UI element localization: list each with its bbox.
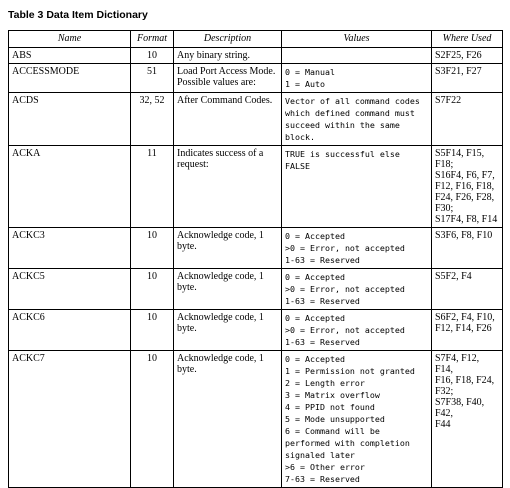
cell-format: 10: [131, 269, 174, 310]
value-line: 0 = Accepted: [285, 313, 345, 323]
value-line: 1-63 = Reserved: [285, 337, 360, 347]
where-used-line: S7F38, F40, F42,: [435, 397, 485, 419]
cell-format: 10: [131, 351, 174, 488]
cell-where-used: [432, 93, 503, 146]
table-row: [9, 351, 503, 488]
cell-description: Acknowledge code, 1 byte.: [174, 269, 282, 310]
header-name: Name: [9, 31, 131, 48]
cell-where-used: [432, 269, 503, 310]
value-line: 1-63 = Reserved: [285, 255, 360, 265]
cell-values: [282, 93, 432, 146]
cell-description: Acknowledge code, 1 byte.: [174, 228, 282, 269]
cell-name: ABS: [9, 48, 131, 64]
value-line: TRUE is successful else FALSE: [285, 149, 400, 171]
where-used-line: F30;: [435, 203, 454, 214]
value-line: 4 = PPID not found: [285, 402, 375, 412]
cell-values: [282, 146, 432, 228]
table-row: [9, 146, 503, 228]
value-line: 3 = Matrix overflow: [285, 390, 380, 400]
cell-where-used: [432, 310, 503, 351]
cell-format: 51: [131, 64, 174, 93]
where-used-line: S5F2, F4: [435, 271, 472, 282]
cell-name: ACDS: [9, 93, 131, 146]
value-line: 0 = Manual: [285, 67, 335, 77]
cell-description: After Command Codes.: [174, 93, 282, 146]
header-format: Format: [131, 31, 174, 48]
cell-name: ACKC7: [9, 351, 131, 488]
where-used-line: F16, F18, F24,: [435, 375, 495, 386]
table-row: [9, 48, 503, 64]
table-row: [9, 64, 503, 93]
cell-values: [282, 310, 432, 351]
where-used-line: S16F4, F6, F7,: [435, 170, 495, 181]
table-row: [9, 93, 503, 146]
value-line: >0 = Error, not accepted: [285, 243, 405, 253]
cell-where-used: [432, 48, 503, 64]
table-caption: Table 3 Data Item Dictionary: [8, 9, 148, 21]
value-line: Vector of all command codes which defined command must succeed within the same block.: [285, 96, 420, 142]
cell-description: Acknowledge code, 1 byte.: [174, 310, 282, 351]
table-row: [9, 310, 503, 351]
value-line: 6 = Command will be performed with completion signaled later: [285, 426, 410, 460]
value-line: >0 = Error, not accepted: [285, 325, 405, 335]
value-line: 0 = Accepted: [285, 272, 345, 282]
data-item-dictionary-table: [8, 30, 503, 488]
where-used-line: F32;: [435, 386, 454, 397]
cell-description: Load Port Access Mode. Possible values are:: [174, 64, 282, 93]
cell-values: [282, 228, 432, 269]
header-row: [9, 31, 503, 48]
where-used-line: S6F2, F4, F10,: [435, 312, 495, 323]
where-used-line: F24, F26, F28,: [435, 192, 495, 203]
cell-where-used: [432, 64, 503, 93]
value-line: 0 = Accepted: [285, 354, 345, 364]
table-row: [9, 269, 503, 310]
table-row: [9, 228, 503, 269]
where-used-line: F12, F16, F18,: [435, 181, 495, 192]
value-line: 5 = Mode unsupported: [285, 414, 385, 424]
cell-values: [282, 64, 432, 93]
where-used-line: S7F22: [435, 95, 462, 106]
header-values: Values: [282, 31, 432, 48]
cell-format: 11: [131, 146, 174, 228]
cell-values: [282, 269, 432, 310]
where-used-line: S5F14, F15, F18;: [435, 148, 485, 170]
where-used-line: F44: [435, 419, 451, 430]
cell-name: ACKC5: [9, 269, 131, 310]
value-line: >6 = Other error: [285, 462, 365, 472]
header-where-used: Where Used: [432, 31, 503, 48]
cell-where-used: [432, 228, 503, 269]
cell-name: ACKA: [9, 146, 131, 228]
where-used-line: S3F6, F8, F10: [435, 230, 493, 241]
cell-format: 10: [131, 310, 174, 351]
where-used-line: S17F4, F8, F14: [435, 214, 498, 225]
cell-name: ACCESSMODE: [9, 64, 131, 93]
value-line: 0 = Accepted: [285, 231, 345, 241]
cell-name: ACKC6: [9, 310, 131, 351]
value-line: >0 = Error, not accepted: [285, 284, 405, 294]
value-line: 1-63 = Reserved: [285, 296, 360, 306]
value-line: 1 = Auto: [285, 79, 325, 89]
cell-name: ACKC3: [9, 228, 131, 269]
where-used-line: F12, F14, F26: [435, 323, 492, 334]
where-used-line: S2F25, F26: [435, 50, 482, 61]
table-body: [9, 48, 503, 488]
cell-description: Indicates success of a request:: [174, 146, 282, 228]
value-line: 1 = Permission not granted: [285, 366, 415, 376]
cell-values: [282, 351, 432, 488]
cell-format: 10: [131, 228, 174, 269]
value-line: 7-63 = Reserved: [285, 474, 360, 484]
cell-description: Acknowledge code, 1 byte.: [174, 351, 282, 488]
cell-description: Any binary string.: [174, 48, 282, 64]
cell-where-used: [432, 351, 503, 488]
cell-format: 10: [131, 48, 174, 64]
where-used-line: S7F4, F12, F14,: [435, 353, 480, 375]
value-line: 2 = Length error: [285, 378, 365, 388]
cell-format: 32, 52: [131, 93, 174, 146]
header-description: Description: [174, 31, 282, 48]
cell-where-used: [432, 146, 503, 228]
where-used-line: S3F21, F27: [435, 66, 482, 77]
cell-values: [282, 48, 432, 64]
